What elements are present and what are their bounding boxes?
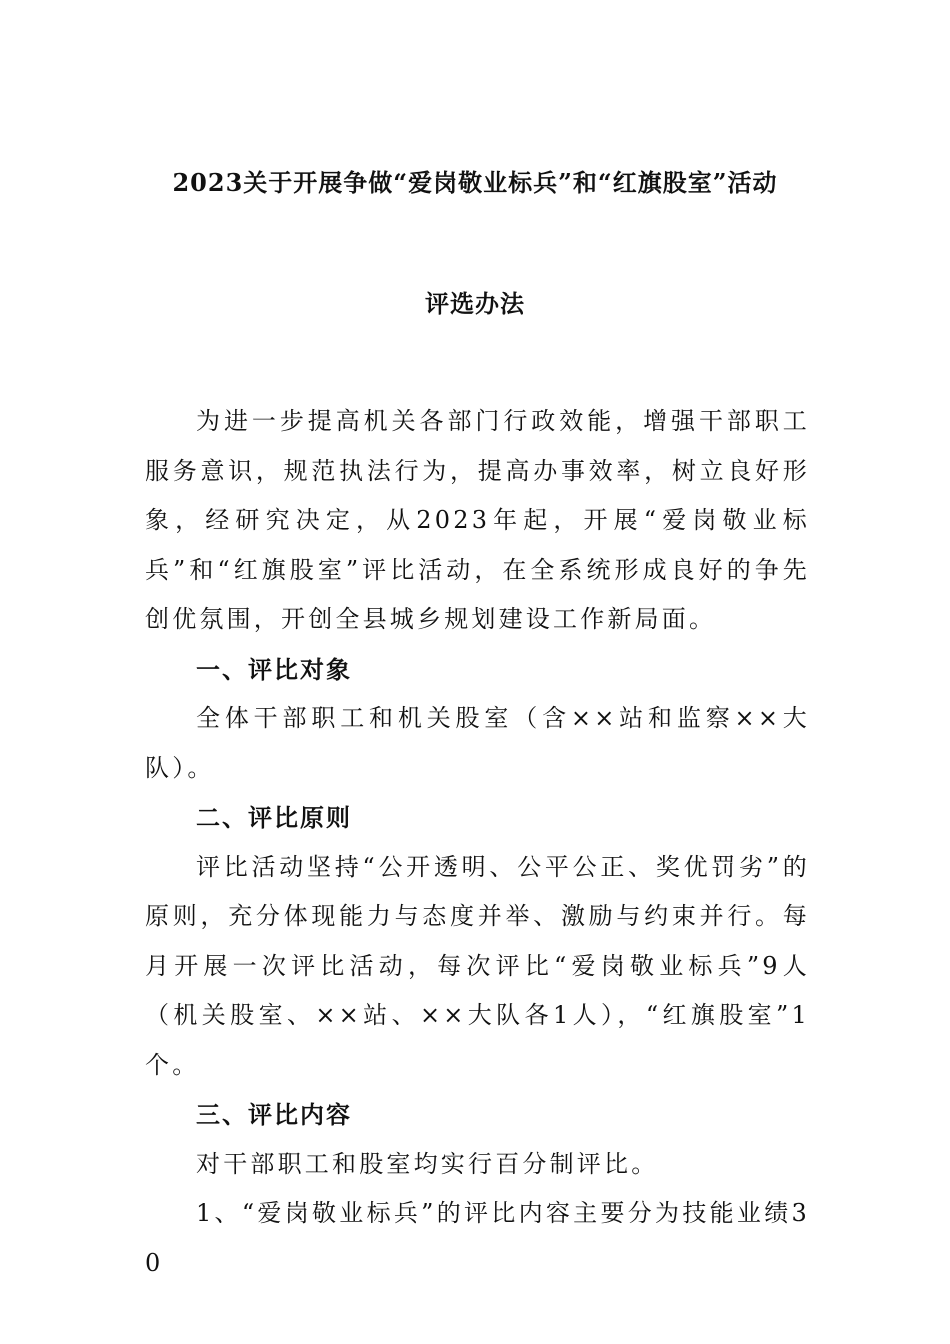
section-3-paragraph: 对干部职工和股室均实行百分制评比。	[196, 1149, 659, 1178]
section-3-heading: 三、评比内容	[196, 1100, 352, 1129]
section-1-paragraph: 全体干部职工和机关股室（含××站和监察××大队）。	[145, 704, 810, 782]
section-2-heading: 二、评比原则	[196, 803, 352, 832]
document-title-line-2: 评选办法	[425, 289, 525, 318]
document-title-line-1: 2023关于开展争做“爱岗敬业标兵”和“红旗股室”活动	[172, 168, 778, 197]
document-body	[145, 397, 810, 1288]
section-1-heading: 一、评比对象	[196, 654, 352, 684]
item-1-paragraph: 1、“爱岗敬业标兵”的评比内容主要分为技能业绩30	[145, 1199, 810, 1277]
intro-paragraph: 为进一步提高机关各部门行政效能，增强干部职工服务意识，规范执法行为，提高办事效率，树立良好形象，经研究决定，从2023年起，开展“爱岗敬业标兵”和“红旗股室”评比活动，在全系统形成良好的争先创优氛围，开创全县城乡规划建设工作新局面。	[145, 407, 810, 633]
section-2-paragraph: 评比活动坚持“公开透明、公平公正、奖优罚劣”的原则，充分体现能力与态度并举、激励与约束并行。每月开展一次评比活动，每次评比“爱岗敬业标兵”9人（机关股室、××站、××大队各1人），“红旗股室”1个。	[145, 852, 810, 1079]
